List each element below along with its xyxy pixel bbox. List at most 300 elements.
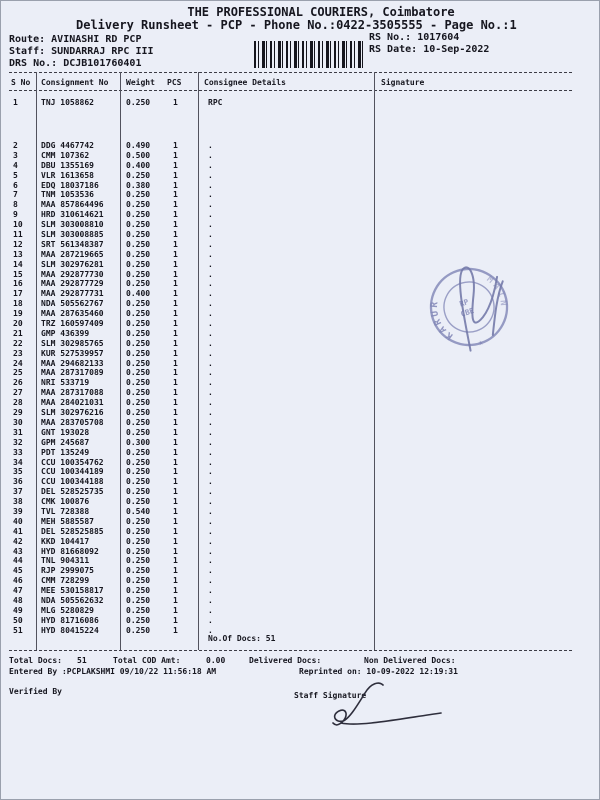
- row-consignment: VLR 1613658: [41, 170, 94, 180]
- row-weight: 0.250: [126, 319, 151, 329]
- rs-date-value: 10-Sep-2022: [423, 44, 490, 55]
- row-consignment: CMM 728299: [41, 576, 90, 586]
- svg-text:KARUR: [425, 295, 457, 345]
- row-pcs: 1: [173, 289, 178, 299]
- total-cod-label: Total COD Amt:: [113, 656, 181, 665]
- row-consignee: .: [208, 447, 213, 457]
- table-row: [1, 200, 599, 210]
- table-row: [1, 556, 599, 566]
- row-weight: 0.250: [126, 279, 151, 289]
- row-pcs: 1: [173, 279, 178, 289]
- row-weight: 0.250: [126, 269, 151, 279]
- row-consignment: NDA 505562632: [41, 595, 104, 605]
- table-row: [1, 210, 599, 220]
- row-weight: 0.250: [126, 398, 151, 408]
- row-consignee: .: [208, 220, 213, 230]
- row-sno: 9: [13, 210, 18, 220]
- row-weight: 0.250: [126, 497, 151, 507]
- row-sno: 41: [13, 526, 23, 536]
- table-row: [1, 576, 599, 586]
- row-sno: 47: [13, 586, 23, 596]
- total-docs-label: Total Docs:: [9, 656, 62, 665]
- rs-no-value: 1017604: [417, 32, 460, 43]
- row-sno: 24: [13, 358, 23, 368]
- row-sno: 1: [13, 98, 18, 107]
- table-row: [1, 527, 599, 537]
- row-sno: 26: [13, 378, 23, 388]
- row-consignment: CCU 100344188: [41, 477, 104, 487]
- table-row: [1, 537, 599, 547]
- row-pcs: 1: [173, 348, 178, 358]
- col-header-weight: Weight: [126, 78, 155, 87]
- row-consignee: .: [208, 348, 213, 358]
- row-weight: 0.250: [126, 516, 151, 526]
- row-consignment: DEL 528525735: [41, 487, 104, 497]
- row-weight: 0.250: [126, 328, 151, 338]
- row-consignee: .: [208, 516, 213, 526]
- row-consignment: TNL 904311: [41, 556, 90, 566]
- table-row: [1, 230, 599, 240]
- row-pcs: 1: [173, 180, 178, 190]
- page-subtitle: Delivery Runsheet - PCP - Phone No.:0422-3505555 - Page No.:1: [76, 18, 517, 32]
- row-consignment: TVL 728388: [41, 506, 90, 516]
- row-weight: 0.500: [126, 150, 151, 160]
- row-consignee: .: [208, 526, 213, 536]
- row-sno: 45: [13, 566, 23, 576]
- row-consignee: .: [208, 249, 213, 259]
- row-pcs: 1: [173, 239, 178, 249]
- row-consignment: PDT 135249: [41, 447, 90, 457]
- table-row: [1, 398, 599, 408]
- table-row: [1, 566, 599, 576]
- row-consignment: EDQ 18037186: [41, 180, 99, 190]
- table-body: [1, 141, 599, 636]
- row-pcs: 1: [173, 427, 178, 437]
- row-pcs: 1: [173, 269, 178, 279]
- table-row: [1, 98, 599, 108]
- row-pcs: 1: [173, 319, 178, 329]
- row-pcs: 1: [173, 417, 178, 427]
- row-weight: 0.380: [126, 180, 151, 190]
- row-pcs: 1: [173, 467, 178, 477]
- row-consignee: .: [208, 230, 213, 240]
- stamp-center-line2: CBE: [459, 305, 476, 319]
- entered-by-line: Entered By :PCPLAKSHMI 09/10/22 11:56:18 AM: [9, 667, 217, 676]
- table-header-divider: [9, 90, 573, 91]
- row-consignee: .: [208, 398, 213, 408]
- row-sno: 2: [13, 141, 18, 150]
- table-row: [1, 517, 599, 527]
- row-consignment: MAA 292877730: [41, 269, 104, 279]
- row-weight: 0.250: [126, 309, 151, 319]
- row-sno: 51: [13, 625, 23, 635]
- row-consignment: MAA 283705708: [41, 417, 104, 427]
- row-consignee: .: [208, 497, 213, 507]
- staff-signature-label: Staff Signature: [294, 691, 367, 700]
- row-sno: 16: [13, 279, 23, 289]
- row-consignment: DBU 1355169: [41, 160, 94, 170]
- row-consignment: GPM 245687: [41, 437, 90, 447]
- route-value: AVINASHI RD PCP: [51, 34, 142, 45]
- row-weight: 0.250: [126, 358, 151, 368]
- row-sno: 43: [13, 546, 23, 556]
- row-sno: 40: [13, 516, 23, 526]
- delivered-docs-label: Delivered Docs:: [249, 656, 322, 665]
- row-pcs: 1: [173, 98, 178, 107]
- row-consignee: .: [208, 338, 213, 348]
- row-consignee: .: [208, 457, 213, 467]
- drs-label: DRS No.:: [9, 58, 58, 69]
- row-consignment: CCU 100354762: [41, 457, 104, 467]
- row-consignee: .: [208, 477, 213, 487]
- stamp-center-line1: RP: [458, 297, 470, 309]
- table-row: [1, 368, 599, 378]
- row-weight: 0.250: [126, 576, 151, 586]
- staff-signature-scribble: [319, 679, 469, 739]
- row-consignee: .: [208, 279, 213, 289]
- table-bottom-divider: [9, 650, 573, 651]
- row-consignment: NDA 505562767: [41, 299, 104, 309]
- row-consignment: TNM 1053536: [41, 190, 94, 200]
- row-consignee: .: [208, 378, 213, 388]
- row-sno: 35: [13, 467, 23, 477]
- row-consignment: MAA 287635460: [41, 309, 104, 319]
- row-consignee: .: [208, 299, 213, 309]
- row-pcs: 1: [173, 328, 178, 338]
- total-cod-value: 0.00: [206, 656, 226, 665]
- row-weight: 0.250: [126, 98, 151, 107]
- row-consignment: HRD 310614621: [41, 210, 104, 220]
- row-weight: 0.250: [126, 338, 151, 348]
- table-row: [1, 378, 599, 388]
- row-pcs: 1: [173, 378, 178, 388]
- table-row: [1, 428, 599, 438]
- table-row: [1, 141, 599, 151]
- row-sno: 20: [13, 319, 23, 329]
- table-row: [1, 151, 599, 161]
- row-sno: 3: [13, 150, 18, 160]
- row-consignment: CMK 100876: [41, 497, 90, 507]
- row-consignee: .: [208, 556, 213, 566]
- row-pcs: 1: [173, 546, 178, 556]
- table-row: [1, 250, 599, 260]
- row-consignment: HYD 80415224: [41, 625, 99, 635]
- col-header-consignee: Consignee Details: [204, 78, 286, 87]
- row-pcs: 1: [173, 437, 178, 447]
- route-line: [9, 34, 141, 45]
- row-consignee: .: [208, 615, 213, 625]
- row-pcs: 1: [173, 556, 178, 566]
- row-weight: 0.250: [126, 605, 151, 615]
- row-weight: 0.250: [126, 408, 151, 418]
- table-row: [1, 408, 599, 418]
- row-sno: 28: [13, 398, 23, 408]
- table-row: [1, 547, 599, 557]
- row-sno: 13: [13, 249, 23, 259]
- row-consignee: .: [208, 408, 213, 418]
- row-sno: 36: [13, 477, 23, 487]
- row-weight: 0.250: [126, 586, 151, 596]
- row-sno: 8: [13, 200, 18, 210]
- row-weight: 0.250: [126, 388, 151, 398]
- row-sno: 17: [13, 289, 23, 299]
- table-row: [1, 448, 599, 458]
- row-weight: 0.250: [126, 230, 151, 240]
- row-weight: 0.250: [126, 220, 151, 230]
- row-pcs: 1: [173, 160, 178, 170]
- verified-by-label: Verified By: [9, 687, 62, 696]
- staff-value: SUNDARRAJ RPC III: [51, 46, 154, 57]
- table-row: [1, 359, 599, 369]
- row-consignee: RPC: [208, 98, 223, 107]
- row-consignment: SRT 561348387: [41, 239, 104, 249]
- row-consignee: .: [208, 180, 213, 190]
- row-pcs: 1: [173, 259, 178, 269]
- row-sno: 5: [13, 170, 18, 180]
- table-row: [1, 418, 599, 428]
- row-pcs: 1: [173, 447, 178, 457]
- row-consignee: .: [208, 358, 213, 368]
- row-consignee: .: [208, 210, 213, 220]
- row-consignee: .: [208, 536, 213, 546]
- row-weight: 0.400: [126, 160, 151, 170]
- row-weight: 0.250: [126, 477, 151, 487]
- row-sno: 21: [13, 328, 23, 338]
- row-sno: 27: [13, 388, 23, 398]
- row-sno: 23: [13, 348, 23, 358]
- no-of-docs: No.Of Docs: 51: [208, 634, 276, 643]
- row-sno: 30: [13, 417, 23, 427]
- row-pcs: 1: [173, 595, 178, 605]
- row-pcs: 1: [173, 506, 178, 516]
- row-weight: 0.250: [126, 556, 151, 566]
- row-pcs: 1: [173, 605, 178, 615]
- row-pcs: 1: [173, 200, 178, 210]
- row-consignment: CCU 100344189: [41, 467, 104, 477]
- row-pcs: 1: [173, 497, 178, 507]
- table-row: [1, 507, 599, 517]
- row-consignment: MEH 5885587: [41, 516, 94, 526]
- row-pcs: 1: [173, 309, 178, 319]
- rs-no-label: RS No.:: [369, 32, 412, 43]
- row-consignment: MEE 530158817: [41, 586, 104, 596]
- row-sno: 39: [13, 506, 23, 516]
- table-row: [1, 190, 599, 200]
- row-sno: 29: [13, 408, 23, 418]
- row-sno: 50: [13, 615, 23, 625]
- row-consignment: HYD 81668092: [41, 546, 99, 556]
- col-header-consignment: Consignment No: [41, 78, 109, 87]
- row-consignee: .: [208, 467, 213, 477]
- rs-date-label: RS Date:: [369, 44, 418, 55]
- row-consignee: .: [208, 319, 213, 329]
- row-weight: 0.250: [126, 299, 151, 309]
- row-sno: 4: [13, 160, 18, 170]
- row-weight: 0.400: [126, 289, 151, 299]
- row-weight: 0.250: [126, 457, 151, 467]
- row-pcs: 1: [173, 338, 178, 348]
- row-weight: 0.250: [126, 625, 151, 635]
- row-consignment: MLG 5280829: [41, 605, 94, 615]
- table-row: [1, 220, 599, 230]
- page-title: THE PROFESSIONAL COURIERS, Coimbatore: [187, 5, 455, 19]
- row-consignee: .: [208, 487, 213, 497]
- row-sno: 32: [13, 437, 23, 447]
- row-consignee: .: [208, 200, 213, 210]
- row-consignment: GMP 436399: [41, 328, 90, 338]
- row-weight: 0.250: [126, 210, 151, 220]
- table-row: [1, 438, 599, 448]
- table-row: [1, 171, 599, 181]
- row-pcs: 1: [173, 615, 178, 625]
- row-pcs: 1: [173, 249, 178, 259]
- row-consignee: .: [208, 417, 213, 427]
- row-pcs: 1: [173, 141, 178, 150]
- row-consignee: .: [208, 170, 213, 180]
- row-sno: 6: [13, 180, 18, 190]
- row-consignee: .: [208, 239, 213, 249]
- row-consignment: NRI 533719: [41, 378, 90, 388]
- row-consignment: MAA 294682133: [41, 358, 104, 368]
- row-consignment: MAA 292877729: [41, 279, 104, 289]
- table-row: [1, 458, 599, 468]
- stamp-arc-text-2: MAIN: [484, 274, 509, 310]
- row-consignee: .: [208, 586, 213, 596]
- row-weight: 0.250: [126, 526, 151, 536]
- row-pcs: 1: [173, 625, 178, 635]
- row-consignee: .: [208, 546, 213, 556]
- col-header-signature: Signature: [381, 78, 425, 87]
- row-sno: 37: [13, 487, 23, 497]
- row-sno: 31: [13, 427, 23, 437]
- row-consignee: .: [208, 566, 213, 576]
- row-consignment: HYD 81716086: [41, 615, 99, 625]
- table-row: [1, 388, 599, 398]
- row-consignee: .: [208, 368, 213, 378]
- row-sno: 25: [13, 368, 23, 378]
- row-pcs: 1: [173, 566, 178, 576]
- row-pcs: 1: [173, 536, 178, 546]
- row-sno: 46: [13, 576, 23, 586]
- rs-no-line: [369, 32, 459, 43]
- row-consignment: MAA 284021031: [41, 398, 104, 408]
- row-consignment: KKD 104417: [41, 536, 90, 546]
- row-weight: 0.250: [126, 447, 151, 457]
- row-weight: 0.250: [126, 170, 151, 180]
- row-consignment: GNT 193028: [41, 427, 90, 437]
- row-consignment: MAA 287317089: [41, 368, 104, 378]
- row-sno: 22: [13, 338, 23, 348]
- row-consignee: .: [208, 190, 213, 200]
- row-consignee: .: [208, 150, 213, 160]
- row-consignee: .: [208, 160, 213, 170]
- row-weight: 0.300: [126, 437, 151, 447]
- row-consignment: SLM 303008885: [41, 230, 104, 240]
- row-consignee: .: [208, 625, 213, 635]
- row-sno: 11: [13, 230, 23, 240]
- row-consignee: .: [208, 259, 213, 269]
- row-pcs: 1: [173, 586, 178, 596]
- row-sno: 12: [13, 239, 23, 249]
- total-docs-value: 51: [77, 656, 87, 665]
- row-sno: 42: [13, 536, 23, 546]
- row-consignee: .: [208, 427, 213, 437]
- row-sno: 7: [13, 190, 18, 200]
- row-consignment: SLM 302976216: [41, 408, 104, 418]
- row-sno: 48: [13, 595, 23, 605]
- row-sno: 14: [13, 259, 23, 269]
- row-consignment: CMM 107362: [41, 150, 90, 160]
- row-pcs: 1: [173, 170, 178, 180]
- row-consignment: SLM 302985765: [41, 338, 104, 348]
- row-weight: 0.250: [126, 467, 151, 477]
- row-consignment: DDG 4467742: [41, 141, 94, 150]
- row-consignment: TRZ 160597409: [41, 319, 104, 329]
- row-weight: 0.250: [126, 417, 151, 427]
- row-consignment: SLM 302976281: [41, 259, 104, 269]
- row-pcs: 1: [173, 457, 178, 467]
- row-consignee: .: [208, 388, 213, 398]
- non-delivered-docs-label: Non Delivered Docs:: [364, 656, 456, 665]
- table-row: [1, 596, 599, 606]
- row-consignment: MAA 857864496: [41, 200, 104, 210]
- row-weight: 0.250: [126, 249, 151, 259]
- row-weight: 0.250: [126, 200, 151, 210]
- row-pcs: 1: [173, 299, 178, 309]
- row-consignee: .: [208, 437, 213, 447]
- col-header-pcs: PCS: [167, 78, 182, 87]
- row-weight: 0.250: [126, 190, 151, 200]
- row-weight: 0.540: [126, 506, 151, 516]
- row-weight: 0.250: [126, 595, 151, 605]
- row-consignment: DEL 528525885: [41, 526, 104, 536]
- row-pcs: 1: [173, 190, 178, 200]
- row-consignment: MAA 292877731: [41, 289, 104, 299]
- row-pcs: 1: [173, 526, 178, 536]
- row-consignee: .: [208, 269, 213, 279]
- table-row: [1, 161, 599, 171]
- row-pcs: 1: [173, 220, 178, 230]
- table-row: [1, 240, 599, 250]
- table-row: [1, 467, 599, 477]
- drs-value: DCJB101760401: [63, 58, 142, 69]
- row-consignee: .: [208, 595, 213, 605]
- row-sno: 19: [13, 309, 23, 319]
- row-weight: 0.250: [126, 259, 151, 269]
- row-pcs: 1: [173, 210, 178, 220]
- col-header-sno: S No: [11, 78, 31, 87]
- row-pcs: 1: [173, 516, 178, 526]
- table-row: [1, 497, 599, 507]
- table-row: [1, 616, 599, 626]
- table-row: [1, 349, 599, 359]
- row-consignee: .: [208, 576, 213, 586]
- row-weight: 0.250: [126, 566, 151, 576]
- stamp-arc-text: KARUR: [428, 298, 456, 342]
- row-pcs: 1: [173, 388, 178, 398]
- row-weight: 0.250: [126, 348, 151, 358]
- row-pcs: 1: [173, 477, 178, 487]
- row-sno: 15: [13, 269, 23, 279]
- row-weight: 0.250: [126, 368, 151, 378]
- table-row: [1, 181, 599, 191]
- row-pcs: 1: [173, 398, 178, 408]
- row-consignment: TNJ 1058862: [41, 98, 94, 107]
- row-weight: 0.250: [126, 378, 151, 388]
- row-consignment: SLM 303008810: [41, 220, 104, 230]
- row-weight: 0.250: [126, 487, 151, 497]
- row-pcs: 1: [173, 230, 178, 240]
